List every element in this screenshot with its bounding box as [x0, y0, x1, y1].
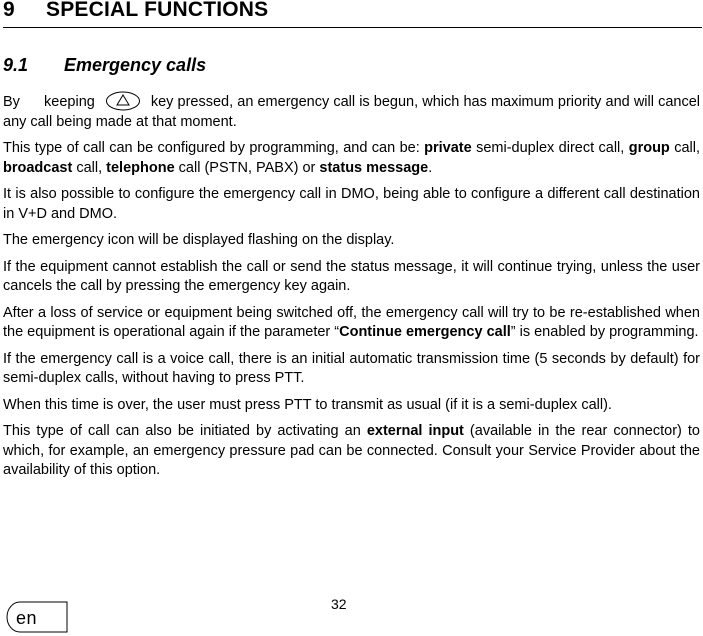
paragraph-continue-emergency [3, 304, 700, 343]
paragraph-text: By keeping [3, 94, 95, 110]
term-external-input: external input [366, 423, 464, 439]
paragraph-text: ” is enabled by programming. [510, 324, 699, 340]
paragraph-call-types [3, 139, 700, 178]
term-status-message: status message [319, 159, 429, 176]
paragraph-text: call, [72, 159, 107, 176]
term-continue-emergency-call: Continue emergency call [339, 324, 511, 340]
body-text [3, 91, 700, 488]
chapter-title: SPECIAL FUNCTIONS [46, 0, 269, 21]
section-title: Emergency calls [64, 55, 207, 75]
paragraph-text: After a loss of service or equipment being switched off, the emergency call will try to be re-established when the equipment is operational again if the parameter “ [3, 304, 700, 340]
term-telephone: telephone [106, 159, 175, 176]
emergency-key-icon [105, 91, 141, 111]
chapter-heading [3, 0, 702, 28]
paragraph-external-input [3, 422, 700, 481]
page-number: 32 [331, 596, 347, 612]
term-broadcast: broadcast [3, 159, 73, 176]
chapter-number: 9 [3, 0, 15, 21]
paragraph-text: . [428, 159, 433, 176]
paragraph-text: semi-duplex direct call, [471, 140, 629, 156]
section-number: 9.1 [3, 55, 29, 75]
paragraph-emergency-key [3, 91, 700, 132]
paragraph-voice-call: If the emergency call is a voice call, there is an initial automatic transmission time (5 seconds by default) for semi-duplex calls, without having to press PTT. [3, 350, 700, 386]
term-group: group [628, 140, 670, 156]
paragraph-display-icon: The emergency icon will be displayed flashing on the display. [3, 232, 395, 248]
paragraph-text: This type of call can be configured by programming, and can be: [3, 140, 425, 156]
paragraph-retry: If the equipment cannot establish the call or send the status message, it will continue trying, unless the user cancels the call by pressing the emergency key again. [3, 258, 700, 294]
paragraph-dmo: It is also possible to configure the emergency call in DMO, being able to configure a different call destination in V+D and DMO. [3, 186, 700, 222]
language-label: en [16, 608, 38, 628]
paragraph-text: key pressed, an emergency call is begun, which has maximum priority and will cancel any call being made at that moment. [3, 94, 700, 130]
paragraph-text: This type of call can also be initiated by activating an [3, 423, 367, 439]
paragraph-text: call (PSTN, PABX) or [174, 159, 320, 176]
term-private: private [424, 140, 472, 156]
paragraph-text: (available in the rear connector) to which, for example, an emergency pressure pad can be connected. Consult your Service Provider about the availability of this option. [3, 423, 700, 478]
paragraph-ptt: When this time is over, the user must press PTT to transmit as usual (if it is a semi-duplex call). [3, 396, 612, 413]
paragraph-text: call, [669, 140, 700, 156]
